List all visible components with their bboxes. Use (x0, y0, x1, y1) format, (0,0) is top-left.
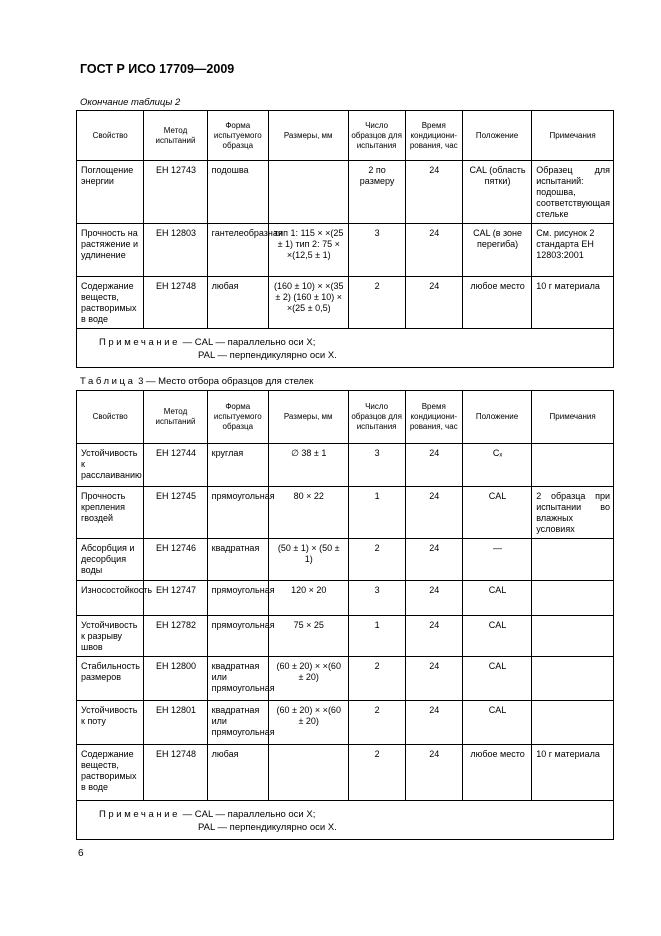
cell-note (532, 581, 614, 616)
col-header-count: Число образцов для испытания (348, 111, 405, 161)
table-row (77, 224, 614, 277)
page-number: 6 (78, 848, 84, 859)
table3 (76, 390, 614, 840)
col-header-property: Свойство (77, 391, 144, 444)
cell-note (532, 657, 614, 701)
cell-method: ЕН 12746 (144, 539, 207, 581)
cell-time: 24 (405, 657, 462, 701)
cell-position: любое место (462, 745, 531, 801)
cell-position: Cₓ (462, 444, 531, 487)
cell-time: 24 (405, 581, 462, 616)
col-header-method: Метод испытаний (144, 111, 207, 161)
cell-position: CAL (462, 701, 531, 745)
cell-shape: любая (207, 277, 268, 329)
table2-note-row (77, 329, 614, 368)
cell-shape: прямоугольная (207, 487, 268, 539)
cell-shape: прямоугольная (207, 616, 268, 657)
col-header-shape: Форма испытуемого образца (207, 391, 268, 444)
cell-size: (60 ± 20) × ×(60 ± 20) (268, 657, 348, 701)
table-row (77, 745, 614, 801)
cell-size: 80 × 22 (268, 487, 348, 539)
cell-note: 10 г материала (532, 277, 614, 329)
table-row (77, 277, 614, 329)
note-line1: — CAL — параллельно оси X; (182, 337, 316, 348)
cell-size: (60 ± 20) × ×(60 ± 20) (268, 701, 348, 745)
cell-method: ЕН 12800 (144, 657, 207, 701)
cell-method: ЕН 12747 (144, 581, 207, 616)
table2 (76, 110, 614, 368)
cell-position: CAL (область пятки) (462, 161, 531, 224)
cell-note (532, 616, 614, 657)
note-label: Примечание (99, 809, 180, 820)
cell-property: Устойчивость к разрыву швов (77, 616, 144, 657)
cell-shape: квадратная или прямоугольная (207, 701, 268, 745)
table2-note (77, 329, 614, 368)
cell-method: ЕН 12745 (144, 487, 207, 539)
cell-shape: квадратная или прямоугольная (207, 657, 268, 701)
cell-property: Устойчивость к расслаиванию (77, 444, 144, 487)
note-line2: PAL — перпендикулярно оси X. (198, 350, 337, 361)
cell-size: 120 × 20 (268, 581, 348, 616)
cell-note: См. рисунок 2 стандарта ЕН 12803:2001 (532, 224, 614, 277)
col-header-time: Время кондициони-рования, час (405, 391, 462, 444)
note-line2: PAL — перпендикулярно оси X. (198, 822, 337, 833)
col-header-position: Положение (462, 391, 531, 444)
cell-time: 24 (405, 444, 462, 487)
cell-time: 24 (405, 161, 462, 224)
cell-position: CAL (в зоне перегиба) (462, 224, 531, 277)
cell-time: 24 (405, 701, 462, 745)
cell-property: Устойчивость к поту (77, 701, 144, 745)
cell-method: ЕН 12782 (144, 616, 207, 657)
cell-count: 2 (348, 745, 405, 801)
table-row (77, 539, 614, 581)
cell-method: ЕН 12748 (144, 277, 207, 329)
cell-property: Стабильность размеров (77, 657, 144, 701)
cell-count: 2 по размеру (348, 161, 405, 224)
cell-count: 1 (348, 616, 405, 657)
cell-shape: любая (207, 745, 268, 801)
cell-position: любое место (462, 277, 531, 329)
cell-time: 24 (405, 487, 462, 539)
table2-caption: Окончание таблицы 2 (80, 97, 181, 108)
col-header-shape: Форма испытуемого образца (207, 111, 268, 161)
cell-note: 2 образца при испытании во влажных условиях (532, 487, 614, 539)
cell-size: тип 1: 115 × ×(25 ± 1) тип 2: 75 × ×(12,5 ± 1) (268, 224, 348, 277)
cell-note: Образец для испытаний: подошва, соответствующая стельке (532, 161, 614, 224)
col-header-note: Примечания (532, 111, 614, 161)
cell-property: Прочность на растяжение и удлинение (77, 224, 144, 277)
cell-position: CAL (462, 581, 531, 616)
table-row (77, 444, 614, 487)
cell-method: ЕН 12803 (144, 224, 207, 277)
cell-size: 75 × 25 (268, 616, 348, 657)
table3-caption-label: Таблица (80, 376, 136, 387)
cell-method: ЕН 12748 (144, 745, 207, 801)
cell-time: 24 (405, 745, 462, 801)
cell-count: 2 (348, 701, 405, 745)
col-header-time: Время кондициони-рования, час (405, 111, 462, 161)
cell-time: 24 (405, 539, 462, 581)
cell-shape: квадратная (207, 539, 268, 581)
cell-shape: подошва (207, 161, 268, 224)
cell-size: (50 ± 1) × (50 ± 1) (268, 539, 348, 581)
cell-time: 24 (405, 224, 462, 277)
cell-position: — (462, 539, 531, 581)
cell-count: 2 (348, 657, 405, 701)
cell-position: CAL (462, 657, 531, 701)
cell-shape: круглая (207, 444, 268, 487)
cell-count: 1 (348, 487, 405, 539)
cell-property: Износостойкость (77, 581, 144, 616)
cell-count: 2 (348, 277, 405, 329)
cell-note (532, 701, 614, 745)
cell-property: Абсорбция и десорбция воды (77, 539, 144, 581)
table3-header-row (77, 391, 614, 444)
cell-size (268, 161, 348, 224)
cell-size: ∅ 38 ± 1 (268, 444, 348, 487)
cell-shape: прямоугольная (207, 581, 268, 616)
table-row (77, 161, 614, 224)
table-row (77, 616, 614, 657)
cell-method: ЕН 12801 (144, 701, 207, 745)
cell-count: 2 (348, 539, 405, 581)
table3-note-row (77, 801, 614, 840)
col-header-size: Размеры, мм (268, 111, 348, 161)
cell-size (268, 745, 348, 801)
col-header-method: Метод испытаний (144, 391, 207, 444)
table3-note (77, 801, 614, 840)
table3-caption-text: 3 — Место отбора образцов для стелек (138, 376, 314, 387)
col-header-property: Свойство (77, 111, 144, 161)
note-line1: — CAL — параллельно оси X; (182, 809, 316, 820)
col-header-position: Положение (462, 111, 531, 161)
table3-caption (80, 376, 313, 387)
cell-note: 10 г материала (532, 745, 614, 801)
cell-method: ЕН 12743 (144, 161, 207, 224)
cell-time: 24 (405, 616, 462, 657)
table-row (77, 701, 614, 745)
table-row (77, 487, 614, 539)
cell-property: Прочность крепления гвоздей (77, 487, 144, 539)
cell-position: CAL (462, 616, 531, 657)
cell-note (532, 444, 614, 487)
cell-shape: гантелеобразная (207, 224, 268, 277)
cell-count: 3 (348, 581, 405, 616)
col-header-note: Примечания (532, 391, 614, 444)
document-title: ГОСТ Р ИСО 17709—2009 (80, 62, 235, 76)
note-label: Примечание (99, 337, 180, 348)
cell-time: 24 (405, 277, 462, 329)
cell-count: 3 (348, 224, 405, 277)
cell-note (532, 539, 614, 581)
cell-property: Содержание веществ, растворимых в воде (77, 277, 144, 329)
table-row (77, 657, 614, 701)
cell-count: 3 (348, 444, 405, 487)
col-header-count: Число образцов для испытания (348, 391, 405, 444)
table-row (77, 581, 614, 616)
cell-size: (160 ± 10) × ×(35 ± 2) (160 ± 10) × ×(25 ± 0,5) (268, 277, 348, 329)
col-header-size: Размеры, мм (268, 391, 348, 444)
cell-position: CAL (462, 487, 531, 539)
cell-property: Поглощение энергии (77, 161, 144, 224)
table2-header-row (77, 111, 614, 161)
cell-property: Содержание веществ, растворимых в воде (77, 745, 144, 801)
cell-method: ЕН 12744 (144, 444, 207, 487)
